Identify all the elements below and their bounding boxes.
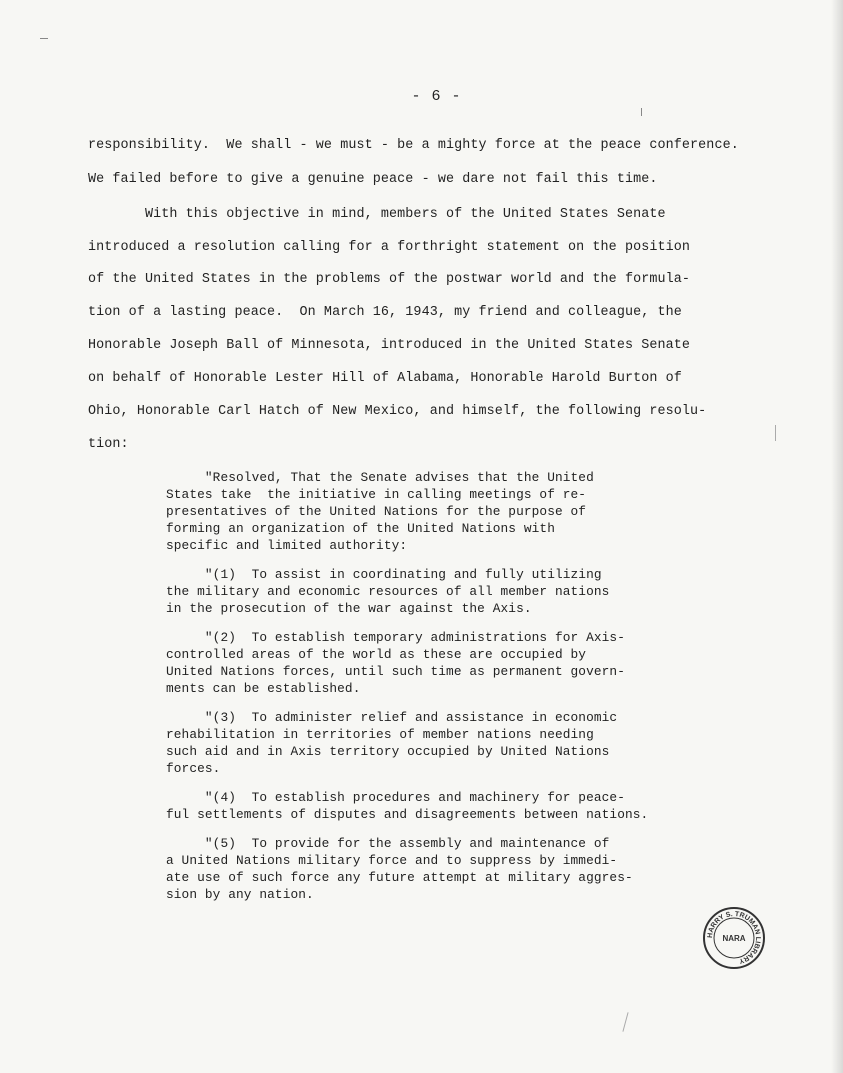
resolution-line: States take the initiative in calling meetings of re-: [166, 487, 587, 502]
resolution-line: sion by any nation.: [166, 887, 314, 902]
resolution-line: rehabilitation in territories of member nations needing: [166, 727, 594, 742]
body-text-line: introduced a resolution calling for a forthright statement on the position: [88, 240, 691, 255]
page-number: - 6 -: [411, 88, 462, 105]
resolution-line: presentatives of the United Nations for the purpose of: [166, 504, 587, 519]
stamp-ring-text: HARRY S. TRUMAN LIBRARY: [706, 910, 762, 965]
resolution-line: controlled areas of the world as these are occupied by: [166, 647, 587, 662]
body-text-line: We failed before to give a genuine peace - we dare not fail this time.: [88, 172, 658, 187]
resolution-line: "(2) To establish temporary administrations for Axis-: [166, 630, 625, 645]
resolution-line: the military and economic resources of all member nations: [166, 584, 610, 599]
stamp-center-text: NARA: [722, 934, 746, 943]
scan-mark: [641, 108, 642, 116]
scan-mark: [40, 38, 48, 39]
body-text-line: responsibility. We shall - we must - be a mighty force at the peace conference.: [88, 138, 739, 153]
body-text-line: Honorable Joseph Ball of Minnesota, introduced in the United States Senate: [88, 338, 691, 353]
library-stamp-seal: [702, 906, 766, 970]
body-text-line: With this objective in mind, members of the United States Senate: [88, 207, 666, 222]
body-text-line: on behalf of Honorable Lester Hill of Alabama, Honorable Harold Burton of: [88, 371, 682, 386]
resolution-line: forming an organization of the United Nations with: [166, 521, 555, 536]
resolution-line: such aid and in Axis territory occupied by United Nations: [166, 744, 610, 759]
resolution-line: ate use of such force any future attempt at military aggres-: [166, 870, 633, 885]
resolution-line: United Nations forces, until such time as permanent govern-: [166, 664, 625, 679]
body-text-line: Ohio, Honorable Carl Hatch of New Mexico, and himself, the following resolu-: [88, 404, 707, 419]
resolution-line: forces.: [166, 761, 221, 776]
body-text-line: tion of a lasting peace. On March 16, 1943, my friend and colleague, the: [88, 305, 682, 320]
resolution-line: specific and limited authority:: [166, 538, 408, 553]
resolution-line: "(1) To assist in coordinating and fully utilizing: [166, 567, 602, 582]
resolution-line: "Resolved, That the Senate advises that the United: [166, 470, 594, 485]
resolution-line: "(4) To establish procedures and machinery for peace-: [166, 790, 625, 805]
body-text-line: tion:: [88, 437, 129, 452]
body-text-line: of the United States in the problems of the postwar world and the formula-: [88, 272, 691, 287]
scan-mark: [775, 425, 776, 441]
resolution-line: ful settlements of disputes and disagreements between nations.: [166, 807, 649, 822]
scan-mark: [622, 1012, 628, 1032]
resolution-line: "(3) To administer relief and assistance in economic: [166, 710, 618, 725]
resolution-line: a United Nations military force and to suppress by immedi-: [166, 853, 618, 868]
resolution-line: ments can be established.: [166, 681, 361, 696]
resolution-line: in the prosecution of the war against the Axis.: [166, 601, 532, 616]
page-edge-shadow: [831, 0, 843, 1073]
resolution-line: "(5) To provide for the assembly and maintenance of: [166, 836, 610, 851]
